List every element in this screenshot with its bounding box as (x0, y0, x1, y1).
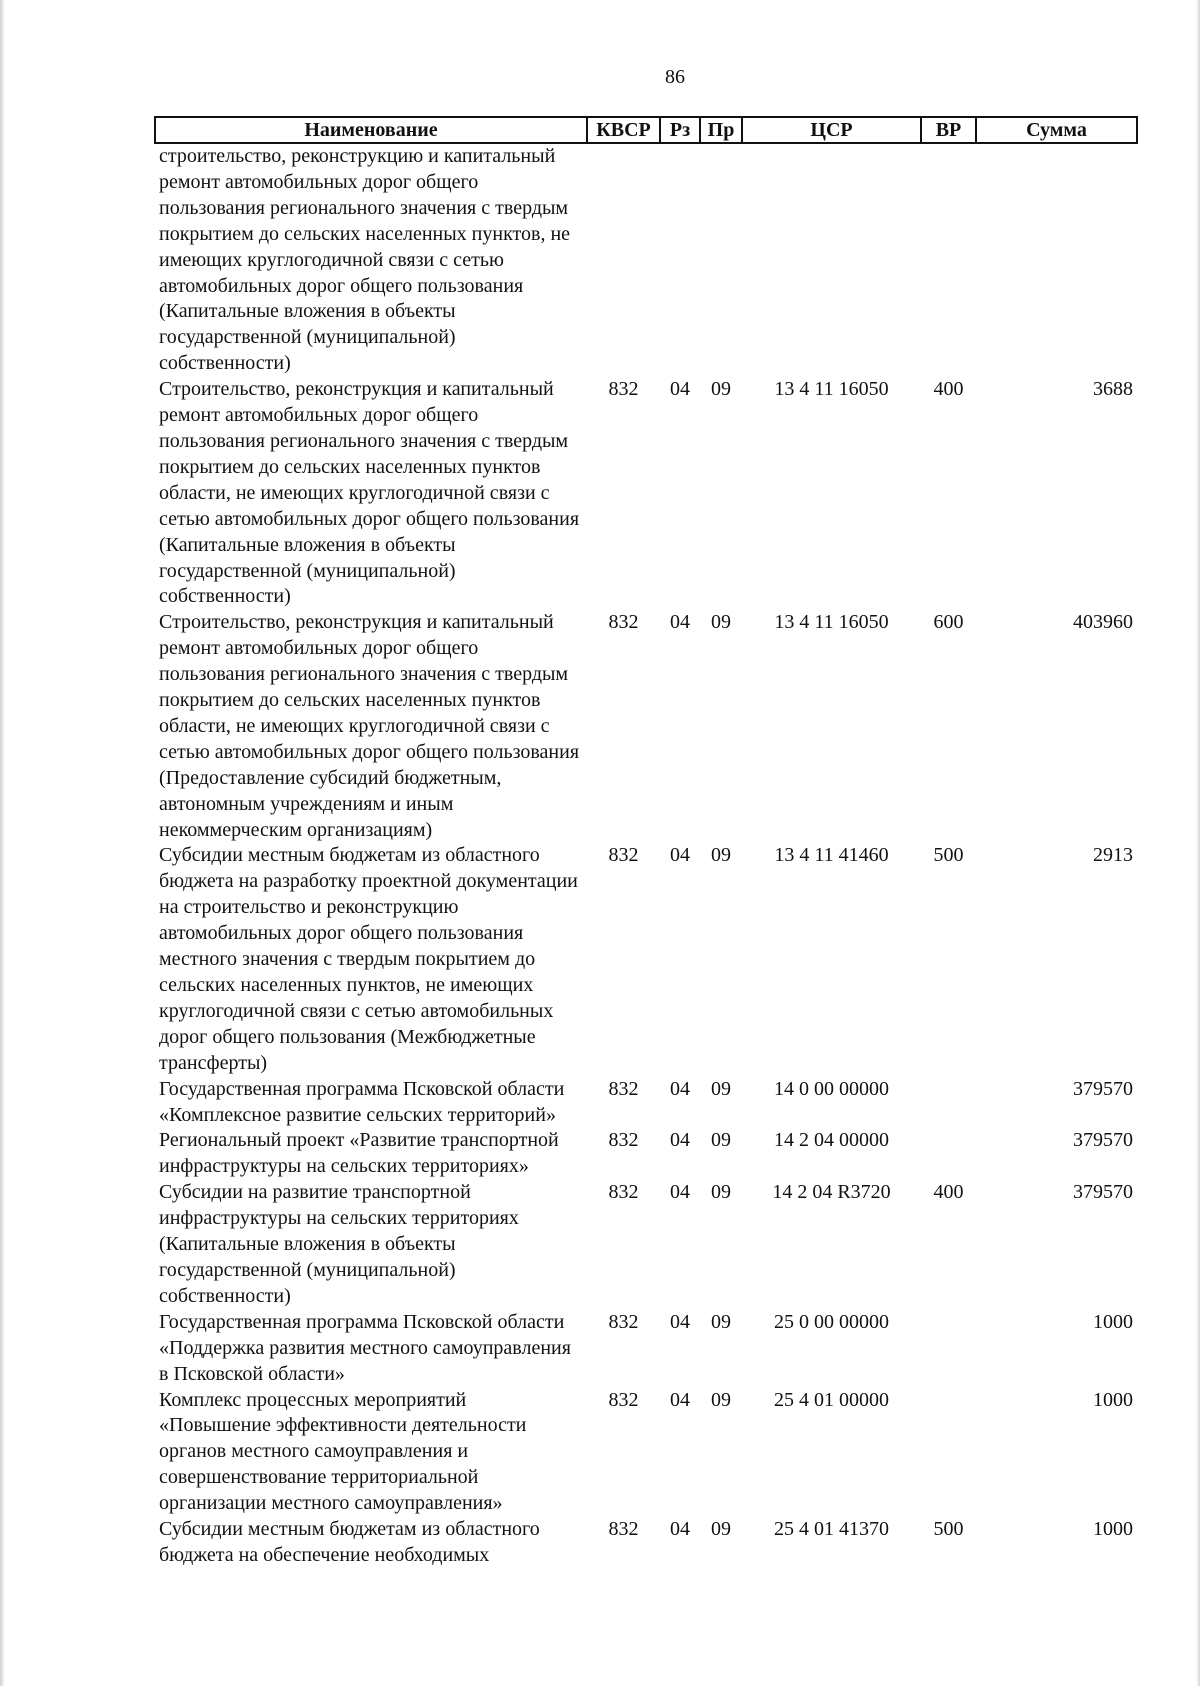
row-csr: 13 4 11 41460 (774, 844, 889, 867)
row-pr: 09 (711, 1077, 731, 1100)
table-row (155, 1517, 1137, 1569)
row-name: строительство, реконструкцию и капитальный ремонт автомобильных дорог общего пользования регионального значения с твердым покрытием до сельских населенных пунктов, не имеющих круглогодичной связи с сетью автомобильных дорог общего пользования (Капитальные вложения в объекты государственной (муниципальной) собственности) (159, 145, 571, 375)
row-csr: 14 0 00 00000 (774, 1077, 889, 1100)
row-name: Строительство, реконструкция и капитальный ремонт автомобильных дорог общего пользования регионального значения с твердым покрытием до сельских населенных пунктов области, не имеющих круглогодичной связи с сетью автомобильных дорог общего пользования (Предоставление субсидий бюджетным, автономным учреждениям и иным некоммерческим организациям) (159, 611, 580, 841)
row-rz: 04 (670, 378, 690, 401)
row-sum: 2913 (1093, 844, 1133, 867)
table-row (155, 377, 1137, 610)
row-sum (976, 143, 1137, 377)
table-row (155, 610, 1137, 843)
row-rz: 04 (670, 1077, 690, 1100)
row-rz: 04 (670, 844, 690, 867)
row-name: Региональный проект «Развитие транспортной инфраструктуры на сельских территориях» (159, 1129, 559, 1178)
row-sum: 379570 (1073, 1077, 1133, 1100)
row-sum: 379570 (1073, 1181, 1133, 1204)
header-kvsr: КВСР (587, 117, 660, 143)
table-row (155, 143, 1137, 377)
row-pr: 09 (711, 378, 731, 401)
row-sum: 1000 (1093, 1388, 1133, 1411)
row-rz: 04 (670, 1518, 690, 1541)
row-vr (921, 1388, 976, 1518)
scan-edge-right (1196, 0, 1200, 1686)
row-sum: 379570 (1073, 1129, 1133, 1152)
row-vr: 500 (933, 1518, 964, 1541)
row-vr: 600 (933, 611, 964, 634)
row-name: Строительство, реконструкция и капитальный ремонт автомобильных дорог общего пользования регионального значения с твердым покрытием до сельских населенных пунктов области, не имеющих круглогодичной связи с сетью автомобильных дорог общего пользования (Капитальные вложения в объекты государственной (муниципальной) собственности) (159, 378, 580, 608)
scan-edge-left (0, 0, 5, 1686)
row-vr: 400 (933, 1181, 964, 1204)
row-sum: 403960 (1073, 611, 1133, 634)
row-rz (660, 143, 700, 377)
row-name: Субсидии местным бюджетам из областного бюджета на обеспечение необходимых (159, 1518, 540, 1566)
row-kvsr: 832 (608, 844, 639, 867)
row-kvsr: 832 (608, 611, 639, 634)
row-kvsr: 832 (608, 1310, 639, 1333)
table-row (155, 1310, 1137, 1388)
row-kvsr: 832 (608, 378, 639, 401)
row-rz: 04 (670, 1129, 690, 1152)
table-row (155, 1388, 1137, 1518)
header-vr: ВР (921, 117, 976, 143)
row-rz: 04 (670, 1181, 690, 1204)
row-csr: 14 2 04 R3720 (772, 1181, 891, 1204)
row-rz: 04 (670, 1388, 690, 1411)
row-csr: 14 2 04 00000 (774, 1129, 889, 1152)
row-pr: 09 (711, 1388, 731, 1411)
row-sum: 1000 (1093, 1518, 1133, 1541)
table-row (155, 1077, 1137, 1129)
row-kvsr: 832 (608, 1388, 639, 1411)
row-csr: 13 4 11 16050 (774, 611, 889, 634)
table-row (155, 1180, 1137, 1310)
row-pr (700, 143, 742, 377)
row-rz: 04 (670, 1310, 690, 1333)
row-pr: 09 (711, 844, 731, 867)
header-rz: Рз (660, 117, 700, 143)
header-sum: Сумма (976, 117, 1137, 143)
row-pr: 09 (711, 1129, 731, 1152)
row-name: Государственная программа Псковской области «Комплексное развитие сельских территорий» (159, 1077, 565, 1126)
row-csr: 25 4 01 41370 (774, 1518, 889, 1541)
row-vr: 400 (933, 378, 964, 401)
row-pr: 09 (711, 1181, 731, 1204)
row-pr: 09 (711, 1518, 731, 1541)
row-csr (742, 143, 921, 377)
row-kvsr: 832 (608, 1129, 639, 1152)
row-rz: 04 (670, 611, 690, 634)
row-sum: 3688 (1093, 378, 1133, 401)
budget-table (154, 116, 1138, 1569)
row-name: Комплекс процессных мероприятий «Повышение эффективности деятельности органов местного самоуправления и совершенствование территориальной организации местного самоуправления» (159, 1388, 527, 1515)
header-pr: Пр (700, 117, 742, 143)
row-sum: 1000 (1093, 1310, 1133, 1333)
row-kvsr: 832 (608, 1518, 639, 1541)
table-row (155, 843, 1137, 1076)
row-pr: 09 (711, 611, 731, 634)
row-kvsr (587, 143, 660, 377)
row-vr (921, 1077, 976, 1129)
row-vr (921, 143, 976, 377)
row-vr: 500 (933, 844, 964, 867)
row-name: Субсидии местным бюджетам из областного бюджета на разработку проектной документации на строительство и реконструкцию автомобильных дорог общего пользования местного значения с твердым покрытием до сельских населенных пунктов, не имеющих круглогодичной связи с сетью автомобильных дорог общего пользования (Межбюджетные трансферты) (159, 844, 578, 1074)
row-csr: 13 4 11 16050 (774, 378, 889, 401)
row-pr: 09 (711, 1310, 731, 1333)
row-vr (921, 1128, 976, 1180)
row-name: Субсидии на развитие транспортной инфраструктуры на сельских территориях (Капитальные вложения в объекты государственной (муниципальной) собственности) (159, 1181, 519, 1307)
row-kvsr: 832 (608, 1077, 639, 1100)
row-csr: 25 0 00 00000 (774, 1310, 889, 1333)
table-row (155, 1128, 1137, 1180)
page-number: 86 (665, 66, 685, 88)
table-header-row (155, 117, 1137, 143)
row-csr: 25 4 01 00000 (774, 1388, 889, 1411)
row-kvsr: 832 (608, 1181, 639, 1204)
header-csr: ЦСР (742, 117, 921, 143)
row-name: Государственная программа Псковской области «Поддержка развития местного самоуправления в Псковской области» (159, 1310, 571, 1385)
row-vr (921, 1310, 976, 1388)
header-name: Наименование (155, 117, 587, 143)
